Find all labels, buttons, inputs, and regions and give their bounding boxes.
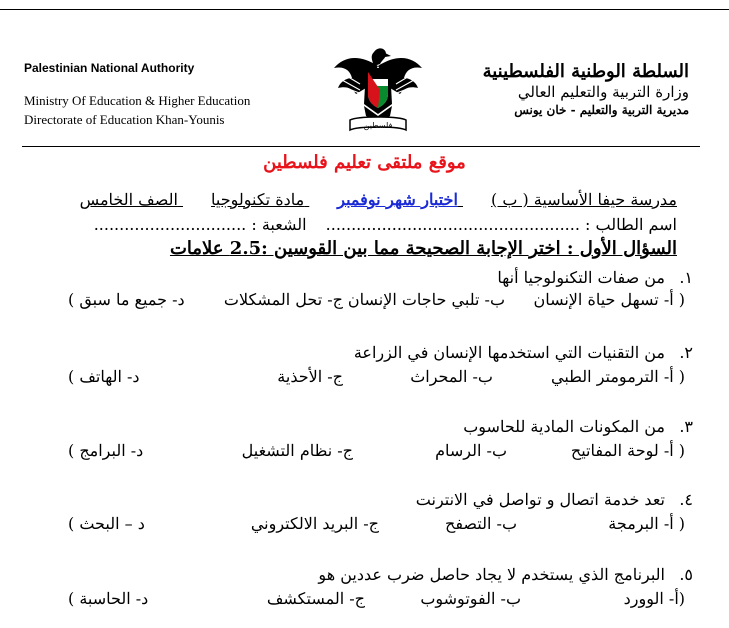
options-row [40, 290, 685, 312]
option-c: ج- المستكشف [266, 589, 365, 608]
question-number: ٣. [679, 417, 693, 436]
options-row [40, 441, 685, 463]
question-number: ٥. [679, 565, 693, 584]
question-text: من صفات التكنولوجيا أنها [497, 268, 665, 287]
header-divider [22, 146, 700, 147]
school-name: مدرسة حيفا الأساسية ( ب ) [490, 190, 677, 209]
grade-name: الصف الخامس [79, 190, 178, 209]
directorate-line-ar: مديرية التربية والتعليم - خان يونس [514, 103, 689, 117]
authority-title-ar: السلطة الوطنية الفلسطينية [482, 61, 689, 82]
exam-title: اختبار شهر نوفمبر [337, 190, 458, 209]
options-row [40, 514, 685, 536]
student-name-field: اسم الطالب : .................................................. [325, 215, 677, 234]
option-b: ب- الفوتوشوب [420, 589, 521, 608]
ministry-line-en: Ministry Of Education & Higher Education [24, 93, 251, 108]
option-b: ب- التصفح [445, 514, 517, 533]
option-c: ج- الأحذية [277, 367, 343, 386]
option-b: ب- المحراث [410, 367, 493, 386]
top-rule [0, 9, 729, 10]
question-text: من التقنيات التي استخدمها الإنسان في الزراعة [353, 343, 665, 362]
subject-name: مادة تكنولوجيا [211, 190, 305, 209]
emblem-scroll-text: فلسطين [363, 121, 393, 130]
question-heading: السؤال الأول : اختر الإجابة الصحيحة مما بين القوسين :2.5 علامات [169, 238, 677, 259]
option-d: د- البرامج ) [68, 441, 144, 460]
option-a: (أ- الوورد [623, 589, 685, 608]
options-row [40, 367, 685, 389]
options-row [40, 589, 685, 611]
student-line [94, 215, 677, 234]
option-a: ( أ- تسهل حياة الإنسان [533, 290, 685, 309]
option-a: ( أ- البرمجة [608, 514, 685, 533]
site-title: موقع ملتقى تعليم فلسطين [263, 152, 466, 173]
option-d: د- الحاسبة ) [68, 589, 149, 608]
authority-title-en: Palestinian National Authority [24, 61, 195, 75]
option-d: د- الهاتف ) [68, 367, 140, 386]
option-b: ب- الرسام [435, 441, 507, 460]
question-text: تعد خدمة اتصال و تواصل في الانترنت [415, 490, 665, 509]
option-a: ( أ- الترمومتر الطبي [551, 367, 685, 386]
option-d: د- جميع ما سبق ) [68, 290, 185, 309]
directorate-line-en: Directorate of Education Khan-Younis [24, 112, 225, 127]
option-b: ب- تلبي حاجات الإنسان [347, 290, 505, 309]
exam-info-line [52, 190, 677, 209]
option-a: ( أ- لوحة المفاتيح [570, 441, 685, 460]
question-text: من المكونات المادية للحاسوب [463, 417, 665, 436]
question-number: ١. [679, 268, 693, 287]
option-c: ج- تحل المشكلات [223, 290, 343, 309]
option-d: د – البحث ) [68, 514, 145, 533]
eagle-emblem-icon [330, 44, 426, 134]
ministry-line-ar: وزارة التربية والتعليم العالي [517, 83, 689, 101]
question-text: البرنامج الذي يستخدم لا يجاد حاصل ضرب عددين هو [318, 565, 665, 584]
option-c: ج- نظام التشغيل [241, 441, 353, 460]
question-number: ٢. [679, 343, 693, 362]
question-number: ٤. [679, 490, 693, 509]
option-c: ج- البريد الالكتروني [250, 514, 379, 533]
section-field: الشعبة : .............................. [93, 215, 307, 234]
